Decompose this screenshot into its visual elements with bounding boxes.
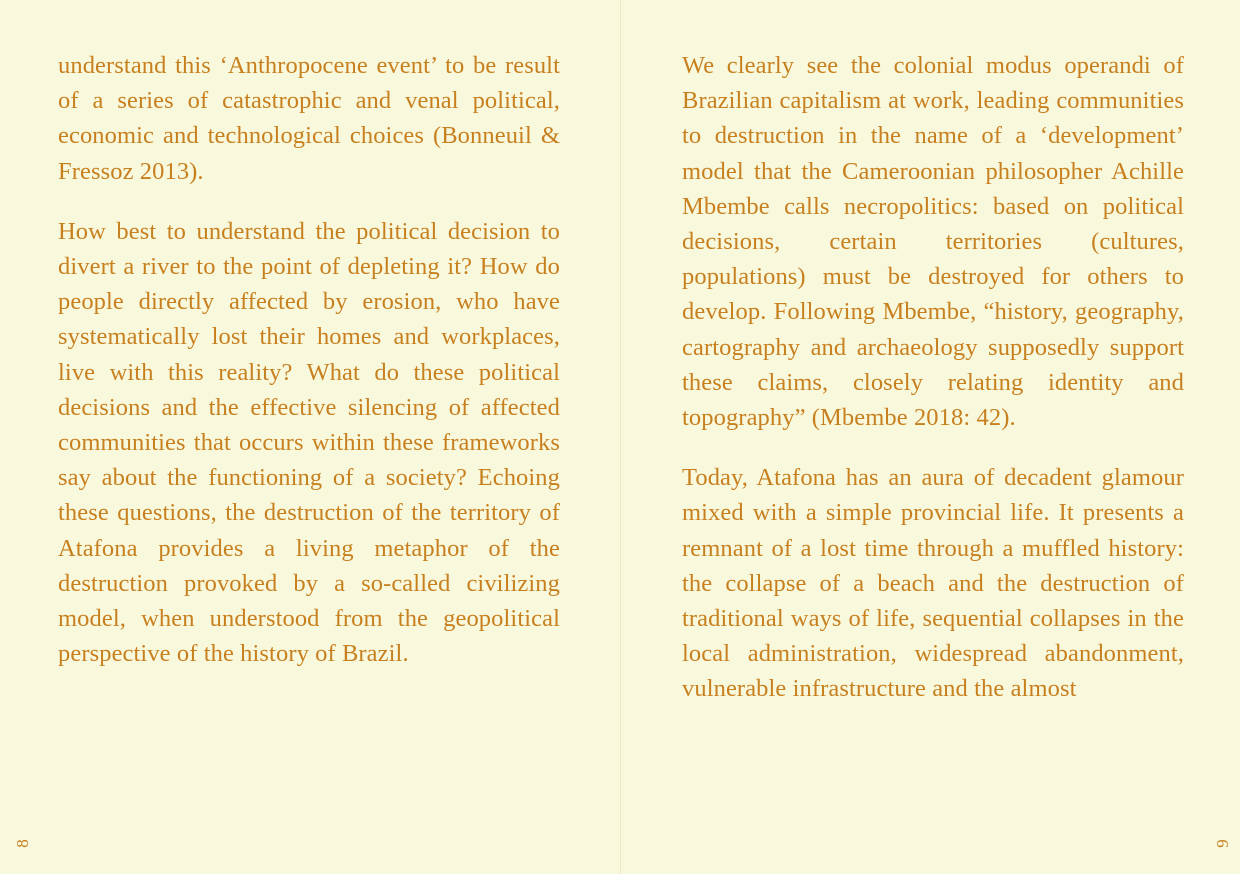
paragraph: We clearly see the colonial modus operandi of Brazilian capitalism at work, leading communities to destruction in the name of a ‘development’ model that the Cameroonian philosopher Achille Mbembe calls necropolitics: based on political decisions, certain territories (cultures, populations) must be destroyed for others to develop. Following Mbembe, “history, geography, cartography and archaeology supposedly support these claims, closely relating identity and topography” (Mbembe 2018: 42).	[682, 52, 1184, 432]
paragraph: How best to understand the political decision to divert a river to the point of depleting it? How do people directly affected by erosion, who have systematically lost their homes and workplaces, live with this reality? What do these political decisions and the effective silencing of affected communities that occurs within these frameworks say about the functioning of a society? Echoing these questions, the destruction of the territory of Atafona provides a living metaphor of the destruction provoked by a so-called civilizing model, when understood from the geopolitical perspective of the history of Brazil.	[58, 217, 560, 668]
paragraph: understand this ‘Anthropocene event’ to be result of a series of catastrophic and venal political, economic and technological choices (Bonneuil & Fressoz 2013).	[58, 52, 560, 185]
paragraph: Today, Atafona has an aura of decadent glamour mixed with a simple provincial life. It presents a remnant of a lost time through a muffled history: the collapse of a beach and the destruction of traditional ways of life, sequential collapses in the local administration, widespread abandonment, vulnerable infrastructure and the almost	[682, 464, 1184, 703]
right-page-body	[682, 48, 1184, 707]
page-number-left: 8	[12, 839, 32, 848]
page-right	[620, 0, 1240, 874]
page-number-right: 9	[1212, 839, 1232, 848]
left-page-body	[58, 48, 560, 671]
